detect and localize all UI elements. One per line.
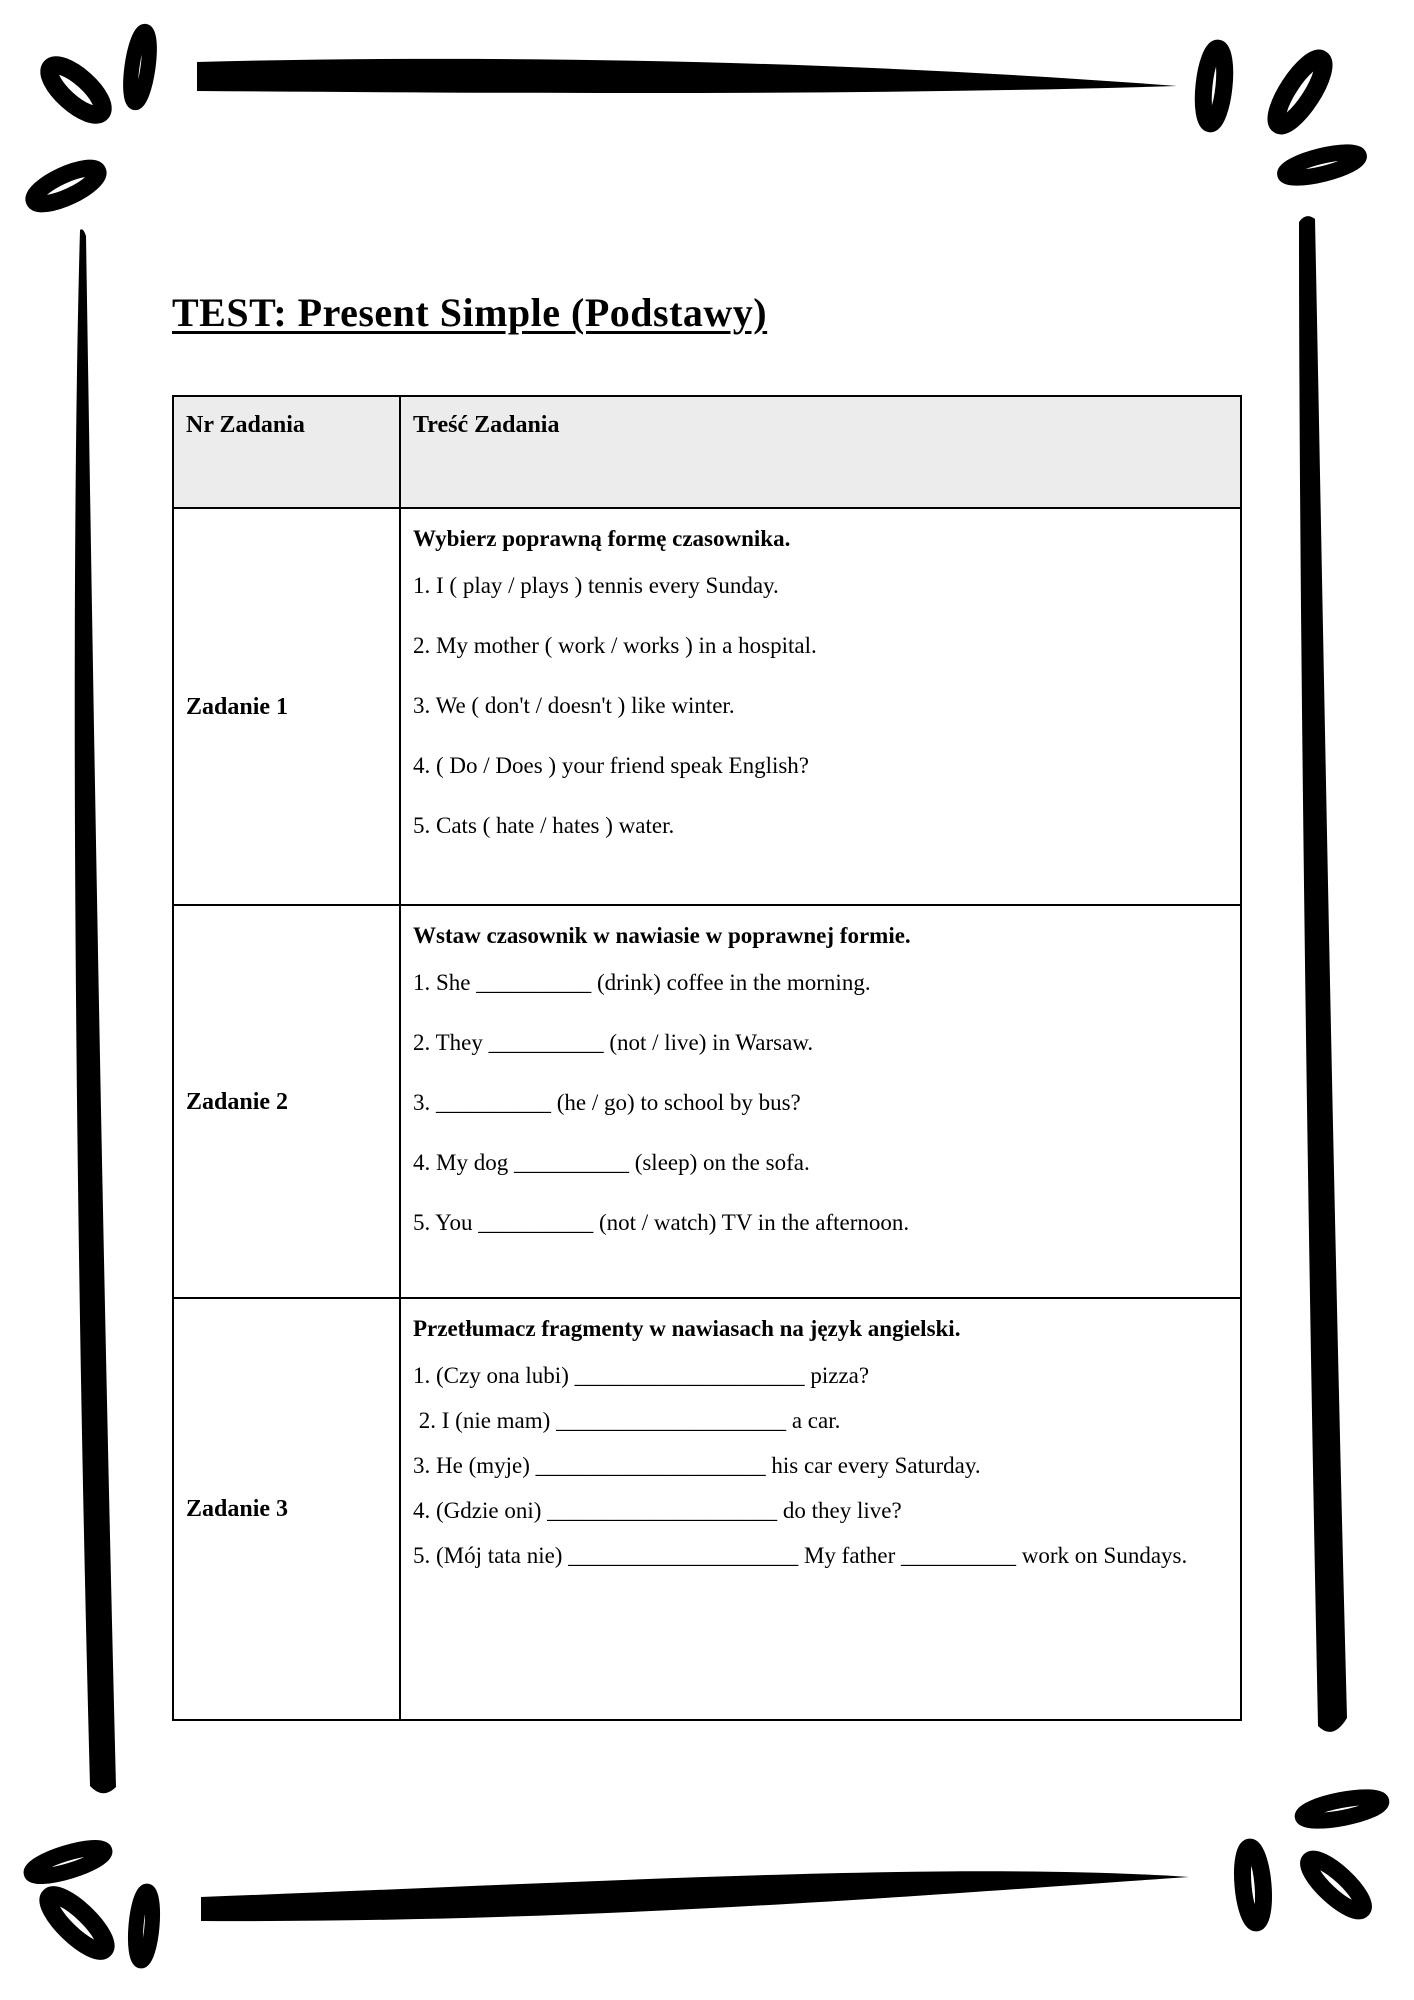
header-tresc-zadania: Treść Zadania [413, 412, 560, 438]
table-header-row [174, 397, 1240, 507]
task-content-2 [401, 906, 1240, 1297]
task-item: 1. (Czy ona lubi) ____________________ pizza? [413, 1363, 870, 1388]
task-item: 3. We ( don't / doesn't ) like winter. [413, 693, 735, 718]
task-instruction-2: Wstaw czasownik w nawiasie w poprawnej formie. [413, 923, 911, 948]
task-item: 2. They __________ (not / live) in Warsaw. [413, 1030, 814, 1055]
corner-leaves-bottom-right [1240, 1793, 1383, 1924]
task-item: 4. (Gdzie oni) ____________________ do they live? [413, 1498, 902, 1523]
task-item: 5. (Mój tata nie) ____________________ My father __________ work on Sundays. [413, 1543, 1188, 1568]
corner-leaves-top-right [1200, 47, 1361, 183]
task-instruction-1: Wybierz poprawną formę czasownika. [413, 526, 791, 551]
task-item: 2. I (nie mam) ____________________ a car. [413, 1408, 841, 1433]
border-stroke-right [1299, 216, 1347, 1732]
task-content-1 [401, 509, 1240, 904]
task-label-3: Zadanie 3 [174, 1299, 401, 1719]
header-nr-zadania: Nr Zadania [174, 397, 401, 507]
border-stroke-left [75, 229, 116, 1793]
exercise-table [172, 395, 1242, 1721]
task-content-3 [401, 1299, 1240, 1719]
task-instruction-3: Przetłumacz fragmenty w nawiasach na język angielski. [413, 1316, 961, 1341]
border-stroke-top [197, 59, 1177, 93]
table-row-zadanie-2 [174, 904, 1240, 1297]
task-item: 5. You __________ (not / watch) TV in the afternoon. [413, 1210, 910, 1235]
border-stroke-bottom [201, 1871, 1189, 1921]
task-item: 3. He (myje) ____________________ his car every Saturday. [413, 1453, 981, 1478]
task-label-1: Zadanie 1 [174, 509, 401, 904]
task-item: 5. Cats ( hate / hates ) water. [413, 813, 675, 838]
task-item: 4. My dog __________ (sleep) on the sofa. [413, 1150, 810, 1175]
table-row-zadanie-1 [174, 507, 1240, 904]
task-item: 2. My mother ( work / works ) in a hospital. [413, 633, 817, 658]
task-item: 1. I ( play / plays ) tennis every Sunday. [413, 573, 779, 598]
corner-leaves-bottom-left [29, 1842, 155, 1961]
page-title: TEST: Present Simple (Podstawy) [172, 289, 768, 335]
corner-leaves-top-left [30, 30, 153, 211]
table-row-zadanie-3 [174, 1297, 1240, 1719]
task-item: 1. She __________ (drink) coffee in the morning. [413, 970, 871, 995]
task-item: 4. ( Do / Does ) your friend speak English? [413, 753, 810, 778]
task-item: 3. __________ (he / go) to school by bus? [413, 1090, 801, 1115]
task-label-2: Zadanie 2 [174, 906, 401, 1297]
